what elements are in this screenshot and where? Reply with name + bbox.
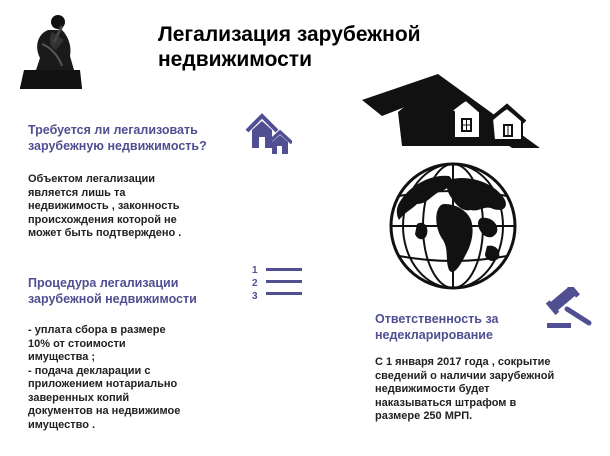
section2-heading: Процедура легализации зарубежной недвижимости [28, 276, 197, 306]
list-number: 1 [252, 265, 258, 276]
house-roof-icon [362, 72, 540, 152]
section1-heading: Требуется ли легализовать зарубежную недвижимость? [28, 123, 207, 153]
section3-heading: Ответственность за недекларирование [375, 312, 499, 342]
thinker-statue-icon [18, 10, 86, 90]
globe-icon [387, 160, 519, 292]
houses-icon [244, 111, 292, 155]
section3-body: С 1 января 2017 года , сокрытие сведений о наличии зарубежной недвижимости будет наказываться штрафом в размере 250 МРП. [375, 356, 555, 422]
section1-body: Объектом легализации является лишь та недвижимость , законность происхождения которой не может быть подтверждено . [28, 173, 182, 239]
list-number: 2 [252, 278, 258, 289]
list-number: 3 [252, 291, 258, 302]
list-bars [266, 268, 302, 304]
page-title: Легализация зарубежной недвижимости [158, 23, 421, 71]
numbered-list-icon [252, 264, 258, 303]
gavel-icon [545, 287, 595, 329]
section2-body: - уплата сбора в размере 10% от стоимости имущества ; - подача декларации с приложением нотариально заверенных копий документов на недвижимое имущество . [28, 324, 181, 431]
